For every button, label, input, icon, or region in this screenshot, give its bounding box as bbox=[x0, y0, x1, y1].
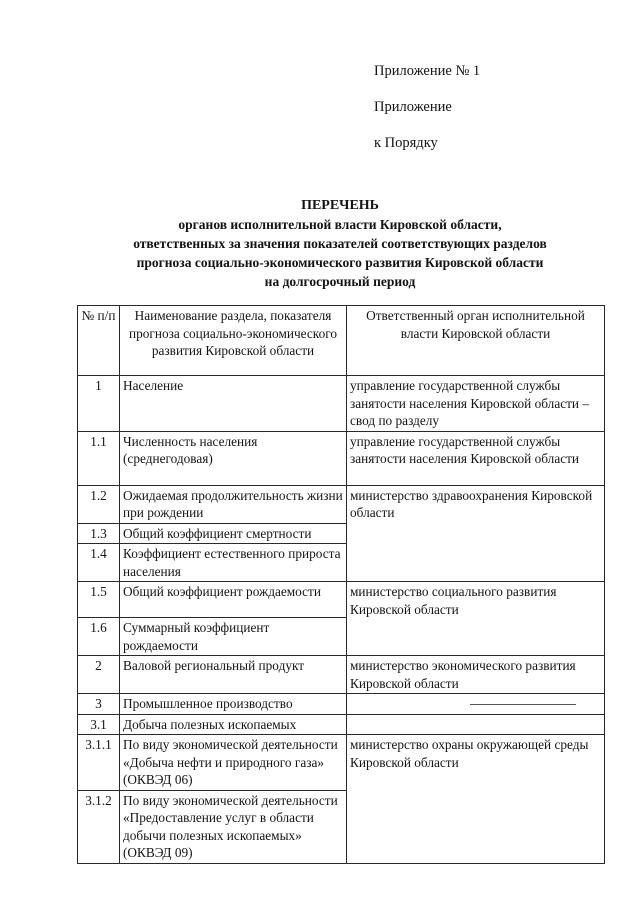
table-row bbox=[78, 582, 605, 618]
table-row bbox=[78, 656, 605, 694]
blank-line bbox=[470, 704, 576, 705]
table-row bbox=[78, 485, 605, 523]
responsibility-table bbox=[77, 305, 605, 864]
table-row bbox=[78, 431, 605, 485]
header-responsible-org: Ответственный орган исполнительной власти Кировской области bbox=[347, 306, 605, 376]
row-name: Валовой региональный продукт bbox=[120, 656, 347, 694]
title-line-3: ответственных за значения показателей соответствующих разделов bbox=[133, 236, 547, 251]
row-org: министерство социального развития Кировской области bbox=[347, 582, 605, 656]
row-number: 1.3 bbox=[78, 523, 120, 544]
row-name: Общий коэффициент смертности bbox=[120, 523, 347, 544]
row-number: 1.2 bbox=[78, 485, 120, 523]
appendix-order: к Порядку bbox=[374, 135, 438, 151]
appendix-label: Приложение bbox=[374, 99, 452, 115]
row-number: 3.1.2 bbox=[78, 790, 120, 863]
table-row bbox=[78, 694, 605, 715]
row-number: 1.4 bbox=[78, 544, 120, 582]
row-org: министерство здравоохранения Кировской области bbox=[347, 485, 605, 582]
row-name: Суммарный коэффициент рождаемости bbox=[120, 618, 347, 656]
row-name: По виду экономической деятельности «Добыча нефти и природного газа» (ОКВЭД 06) bbox=[120, 735, 347, 791]
title-line-4: прогноза социально-экономического развития Кировской области bbox=[136, 255, 544, 270]
row-number: 1.1 bbox=[78, 431, 120, 485]
row-org: министерство охраны окружающей среды Кировской области bbox=[347, 735, 605, 864]
row-name: Общий коэффициент рождаемости bbox=[120, 582, 347, 618]
row-number: 3.1.1 bbox=[78, 735, 120, 791]
appendix-number: Приложение № 1 bbox=[374, 63, 481, 79]
row-name: Промышленное производство bbox=[120, 694, 347, 715]
row-number: 1.5 bbox=[78, 582, 120, 618]
row-org-blank bbox=[347, 714, 605, 735]
title-heading: ПЕРЕЧЕНЬ bbox=[301, 198, 379, 213]
row-name: Коэффициент естественного прироста населения bbox=[120, 544, 347, 582]
row-name: Добыча полезных ископаемых bbox=[120, 714, 347, 735]
document-title bbox=[60, 196, 620, 291]
row-org-blank bbox=[347, 694, 605, 715]
title-line-2: органов исполнительной власти Кировской области, bbox=[178, 217, 502, 232]
table-header-row bbox=[78, 306, 605, 376]
table-row bbox=[78, 376, 605, 432]
table-row bbox=[78, 714, 605, 735]
row-number: 2 bbox=[78, 656, 120, 694]
row-name: Население bbox=[120, 376, 347, 432]
table-row bbox=[78, 735, 605, 791]
header-section-name: Наименование раздела, показателя прогноза социально-экономического развития Кировской области bbox=[120, 306, 347, 376]
row-name: По виду экономической деятельности «Предоставление услуг в области добычи полезных ископаемых» (ОКВЭД 09) bbox=[120, 790, 347, 863]
row-number: 1.6 bbox=[78, 618, 120, 656]
row-org: управление государственной службы занятости населения Кировской области – свод по разделу bbox=[347, 376, 605, 432]
row-number: 3 bbox=[78, 694, 120, 715]
row-org: министерство экономического развития Кировской области bbox=[347, 656, 605, 694]
row-number: 3.1 bbox=[78, 714, 120, 735]
row-org: управление государственной службы занятости населения Кировской области bbox=[347, 431, 605, 485]
row-number: 1 bbox=[78, 376, 120, 432]
header-number: № п/п bbox=[78, 306, 120, 376]
row-name: Ожидаемая продолжительность жизни при рождении bbox=[120, 485, 347, 523]
row-name: Численность населения (среднегодовая) bbox=[120, 431, 347, 485]
title-line-5: на долгосрочный период bbox=[264, 274, 416, 289]
